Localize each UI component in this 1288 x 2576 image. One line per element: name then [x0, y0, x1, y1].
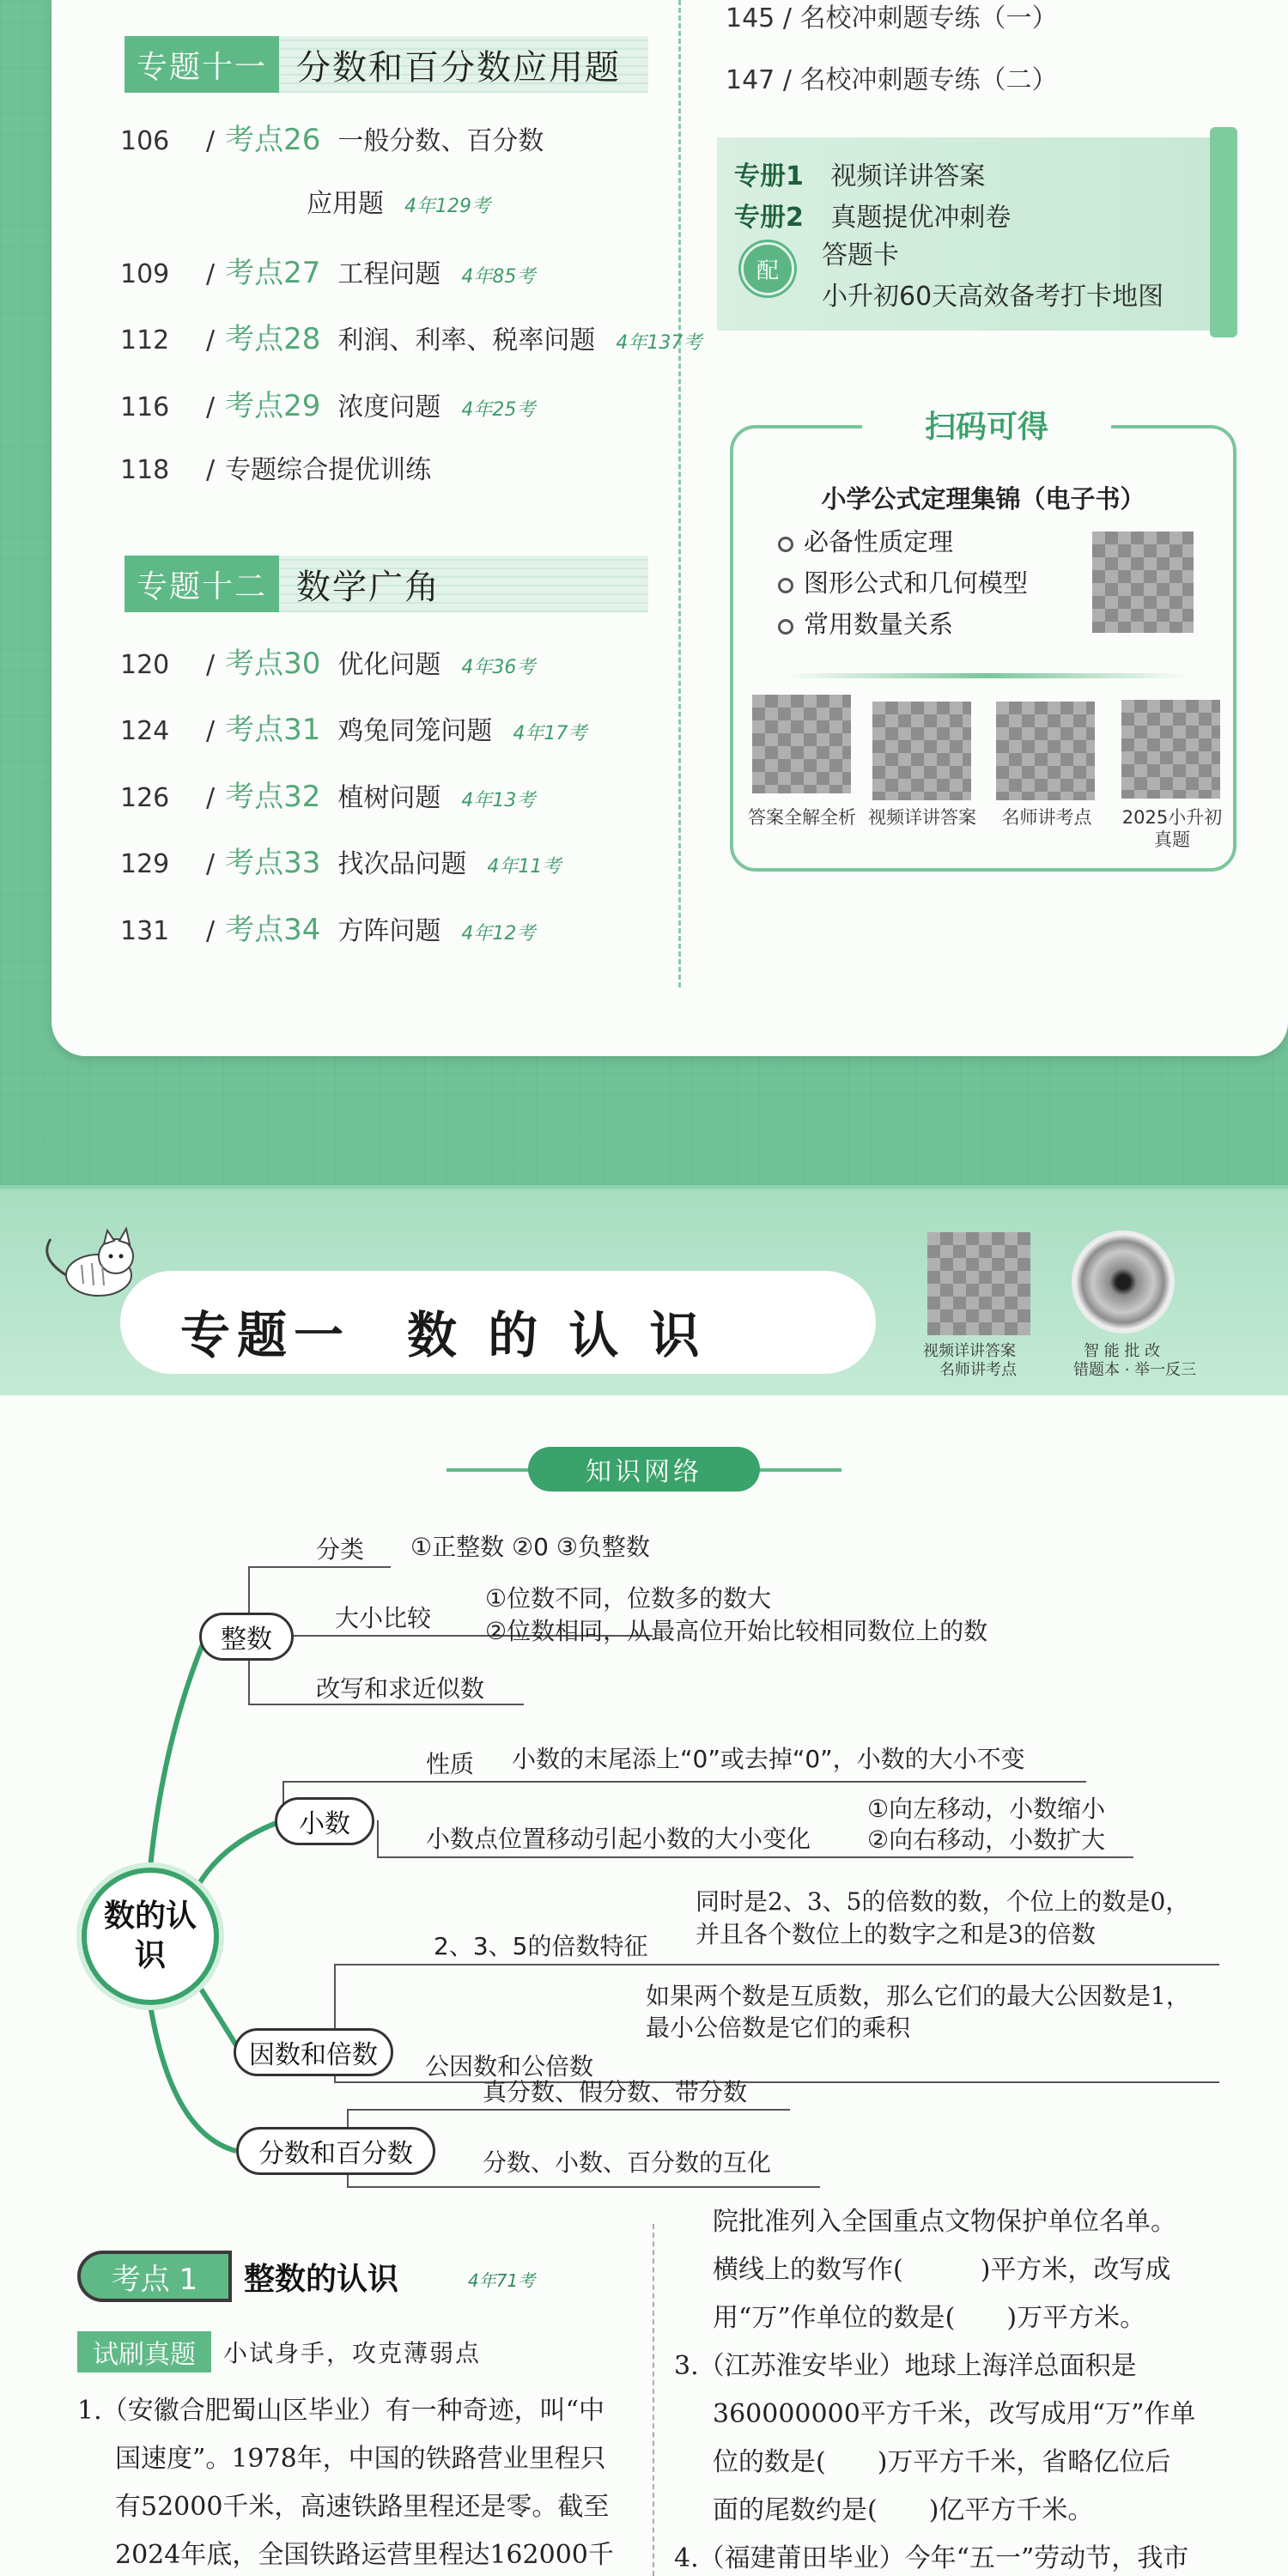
- toc-name: 优化问题: [337, 650, 441, 680]
- bundle-box: [717, 137, 1232, 331]
- toc-kaodian: 考点26: [225, 123, 321, 157]
- toc-name: 植树问题: [337, 783, 441, 813]
- qr-code-teacher[interactable]: [996, 702, 1095, 800]
- toc-slash: /: [206, 259, 216, 289]
- toc-page-number: 109: [120, 259, 170, 289]
- toc-slash: /: [206, 716, 216, 746]
- toc-page-number: 116: [120, 392, 170, 422]
- scan-title: 扫码可得: [862, 403, 1111, 447]
- toc-row[interactable]: [307, 182, 490, 225]
- chapter-title: 专题一 数 的 认 识: [180, 1306, 707, 1364]
- topic-11-title: 分数和百分数应用题: [296, 47, 621, 88]
- qr-code-video[interactable]: [872, 702, 971, 800]
- toc-handwritten-count: 4年129考: [404, 196, 490, 217]
- toc-slash: /: [206, 325, 216, 355]
- toc-name: 浓度问题: [337, 392, 441, 422]
- qr-caption: 2025小升初真题: [1121, 807, 1223, 850]
- qr-caption: 答案全解全析: [748, 807, 856, 828]
- ai-label: 智 能 批 改: [1084, 1342, 1161, 1360]
- bullet-text: 常用数量关系: [804, 610, 954, 639]
- toc-kaodian: 考点33: [225, 846, 321, 880]
- topic-12-title: 数学广角: [296, 567, 440, 607]
- toc-row[interactable]: [120, 773, 535, 816]
- toc-row[interactable]: [120, 906, 535, 949]
- toc-right-row[interactable]: [726, 0, 1057, 34]
- toc-page-number: 126: [120, 783, 170, 813]
- toc-handwritten-count: 4年25考: [461, 399, 536, 421]
- toc-name: 工程问题: [337, 259, 441, 289]
- toc-row[interactable]: [120, 640, 535, 683]
- qr-label: 名师讲考点: [939, 1361, 1017, 1379]
- toc-row[interactable]: [120, 706, 586, 749]
- mindmap-leaf: ①正整数 ②0 ③负整数: [410, 1533, 650, 1561]
- mindmap-label: 2、3、5的倍数特征: [434, 1932, 648, 1960]
- toc-name: 找次品问题: [337, 849, 467, 879]
- toc-page-number: 112: [120, 325, 170, 355]
- bundle-value: 视频详讲答案: [830, 161, 986, 191]
- mindmap-leaf: 并且各个数位上的数字之和是3的倍数: [696, 1920, 1096, 1948]
- toc-name: 名校冲刺题专练（二）: [799, 65, 1058, 95]
- mindmap-leaf: 同时是2、3、5的倍数的数，个位上的数是0，: [696, 1887, 1190, 1916]
- qr-caption: 名师讲考点: [1001, 807, 1092, 828]
- toc-page-number: 120: [120, 650, 170, 680]
- topic-11-tag: 专题十一: [125, 36, 279, 93]
- kaodian-handwritten-count: 4年71考: [468, 2270, 536, 2291]
- toc-name: 名校冲刺题专练（一）: [799, 3, 1058, 33]
- topic-12-tag: 专题十二: [125, 556, 279, 612]
- trial-bar: [77, 2331, 481, 2372]
- bundle-row: [734, 196, 1011, 234]
- question-line: 面的尾数约是( )亿平方千米。: [713, 2495, 1094, 2525]
- question-line: 360000000平方千米，改写成用“万”作单: [713, 2399, 1196, 2429]
- toc-handwritten-count: 4年17考: [513, 723, 587, 744]
- topic-12-header: [125, 556, 648, 612]
- toc-page: [0, 0, 1288, 1185]
- toc-kaodian: 考点34: [225, 913, 321, 947]
- question-line: 有52000千米，高速铁路里程还是零。截至: [115, 2492, 610, 2522]
- question-line: 国速度”。1978年，中国的铁路营业里程只: [115, 2444, 606, 2474]
- mindmap-label: 小数点位置移动引起小数的大小变化: [426, 1825, 811, 1853]
- toc-row[interactable]: [120, 448, 431, 491]
- toc-name: 应用题: [307, 189, 384, 219]
- column-divider: [653, 2224, 654, 2576]
- toc-page-number: 106: [120, 126, 170, 156]
- bundle-key: 专册1: [734, 161, 804, 191]
- topic-11-header: [125, 36, 648, 93]
- toc-slash: /: [206, 392, 216, 422]
- bundle-value: 答题卡: [822, 240, 899, 270]
- toc-row[interactable]: [120, 249, 535, 292]
- mindmap-node-decimal: 小数: [275, 1797, 374, 1845]
- kaodian-title: 整数的认识: [244, 2261, 399, 2297]
- toc-slash: /: [206, 455, 216, 485]
- question-line: 1.（安徽合肥蜀山区毕业）有一种奇迹，叫“中: [77, 2396, 605, 2426]
- toc-kaodian: 考点30: [225, 647, 321, 681]
- mindmap-leaf: 小数的末尾添上“0”或去掉“0”，小数的大小不变: [512, 1745, 1025, 1773]
- divider-line: [785, 673, 1188, 678]
- qr-code-answers[interactable]: [752, 695, 851, 793]
- toc-handwritten-count: 4年12考: [461, 923, 536, 945]
- bullet-text: 必备性质定理: [804, 527, 954, 556]
- mindmap-root: [82, 1868, 219, 2005]
- mindmap-label: 大小比较: [335, 1604, 432, 1632]
- toc-handwritten-count: 4年13考: [461, 790, 536, 811]
- toc-handwritten-count: 4年36考: [461, 657, 536, 678]
- kaodian-tag: 考点 1: [77, 2251, 232, 2302]
- question-left-column: [77, 2387, 635, 2576]
- toc-slash: /: [782, 65, 800, 95]
- toc-kaodian: 考点29: [225, 389, 321, 423]
- kaodian-header: [77, 2248, 455, 2305]
- bundle-value: 真题提优冲刺卷: [830, 203, 1012, 233]
- ebook-qr-code[interactable]: [1092, 532, 1194, 633]
- bundle-row: [734, 155, 985, 192]
- bundle-value: 小升初60天高效备考打卡地图: [822, 282, 1164, 312]
- question-right-column: [674, 2198, 1275, 2576]
- toc-row[interactable]: [120, 315, 702, 358]
- trial-tag: 试刷真题: [77, 2331, 211, 2372]
- ebook-title: 小学公式定理集锦（电子书）: [821, 484, 1145, 513]
- qr-code-exam[interactable]: [1121, 700, 1220, 799]
- bullet-text: 图形公式和几何模型: [804, 568, 1029, 598]
- toc-page-number: 131: [120, 916, 170, 946]
- toc-handwritten-count: 4年85考: [461, 266, 536, 288]
- bullet-item: [778, 564, 1028, 599]
- question-line: 3.（江苏淮安毕业）地球上海洋总面积是: [674, 2351, 1137, 2381]
- root-label: 数的认识: [103, 1899, 197, 1973]
- bullet-item: [778, 523, 953, 558]
- question-line: 4.（福建莆田毕业）今年“五一”劳动节，我市: [674, 2543, 1189, 2573]
- toc-name: 方阵问题: [337, 916, 441, 946]
- bullet-circle-icon: [778, 537, 793, 552]
- pei-badge: 配: [741, 242, 794, 295]
- toc-name: 鸡兔同笼问题: [337, 716, 493, 746]
- mindmap-leaf: ①位数不同，位数多的数大: [485, 1584, 772, 1613]
- toc-page-number: 124: [120, 716, 170, 746]
- question-line: 2024年底，全国铁路运营里程达162000千: [115, 2540, 614, 2570]
- column-divider: [678, 0, 681, 987]
- mindmap-label: 改写和求近似数: [316, 1674, 485, 1703]
- mindmap-leaf: ②位数相同，从最高位开始比较相同数位上的数: [485, 1617, 988, 1645]
- toc-slash: /: [206, 783, 216, 813]
- mindmap-label: 公因数和公倍数: [425, 2052, 594, 2081]
- mindmap-leaf: 真分数、假分数、带分数: [483, 2078, 748, 2106]
- toc-page-number: 129: [120, 849, 170, 879]
- qr-caption: 视频详讲答案: [868, 807, 976, 828]
- mindmap-leaf: 最小公倍数是它们的乘积: [646, 2014, 911, 2042]
- toc-name: 利润、利率、税率问题: [337, 325, 596, 355]
- toc-kaodian: 考点27: [225, 256, 321, 290]
- mindmap-leaf: ②向右移动，小数扩大: [867, 1826, 1106, 1854]
- toc-slash: /: [782, 3, 800, 33]
- scan-box: [730, 410, 1236, 872]
- toc-kaodian: 考点31: [225, 713, 321, 747]
- question-line: 院批准列入全国重点文物保护单位名单。: [713, 2207, 1176, 2237]
- toc-row[interactable]: [120, 382, 535, 425]
- mindmap-node-fractions: 分数和百分数: [236, 2127, 435, 2175]
- toc-kaodian: 考点28: [225, 322, 321, 356]
- toc-slash: /: [206, 849, 216, 879]
- bundle-key: 专册2: [734, 203, 804, 233]
- mindmap-node-integer: 整数: [199, 1613, 294, 1661]
- toc-page-number: 147: [726, 65, 775, 95]
- toc-page-number: 145: [726, 3, 775, 33]
- bundle-side-tab: [1210, 127, 1237, 337]
- toc-right-row[interactable]: [726, 58, 1057, 96]
- trial-subtitle: 小试身手，攻克薄弱点: [223, 2339, 482, 2367]
- toc-slash: /: [206, 650, 216, 680]
- ai-label: 错题本 · 举一反三: [1073, 1361, 1197, 1379]
- mindmap-leaf: 如果两个数是互质数，那么它们的最大公因数是1，: [646, 1982, 1190, 2010]
- toc-slash: /: [206, 126, 216, 156]
- chapter-page: [0, 1189, 1288, 2576]
- mindmap-label: 分类: [316, 1535, 365, 1564]
- mindmap-leaf: ①向左移动，小数缩小: [867, 1795, 1106, 1823]
- toc-row[interactable]: [120, 116, 544, 159]
- knowledge-network-label: 知识网络: [528, 1447, 760, 1492]
- bullet-circle-icon: [778, 619, 793, 635]
- question-line: 横线上的数写作( )平方米，改写成: [713, 2255, 1171, 2285]
- mindmap-leaf: 分数、小数、百分数的互化: [483, 2148, 772, 2177]
- mindmap-node-factors: 因数和倍数: [234, 2028, 393, 2076]
- toc-handwritten-count: 4年137考: [616, 332, 702, 354]
- qr-label: 视频详讲答案: [923, 1342, 1016, 1360]
- toc-name: 专题综合提优训练: [225, 455, 432, 485]
- toc-page-number: 118: [120, 455, 170, 485]
- bullet-circle-icon: [778, 578, 793, 593]
- mindmap-label: 性质: [426, 1750, 475, 1778]
- toc-handwritten-count: 4年11考: [487, 856, 562, 878]
- question-line: 用“万”作单位的数是( )万平方米。: [713, 2303, 1146, 2333]
- toc-row[interactable]: [120, 839, 561, 882]
- toc-name: 一般分数、百分数: [337, 126, 544, 156]
- question-line: 位的数是( )万平方千米，省略亿位后: [713, 2447, 1171, 2477]
- toc-slash: /: [206, 916, 216, 946]
- bullet-item: [778, 605, 953, 641]
- toc-kaodian: 考点32: [225, 780, 321, 814]
